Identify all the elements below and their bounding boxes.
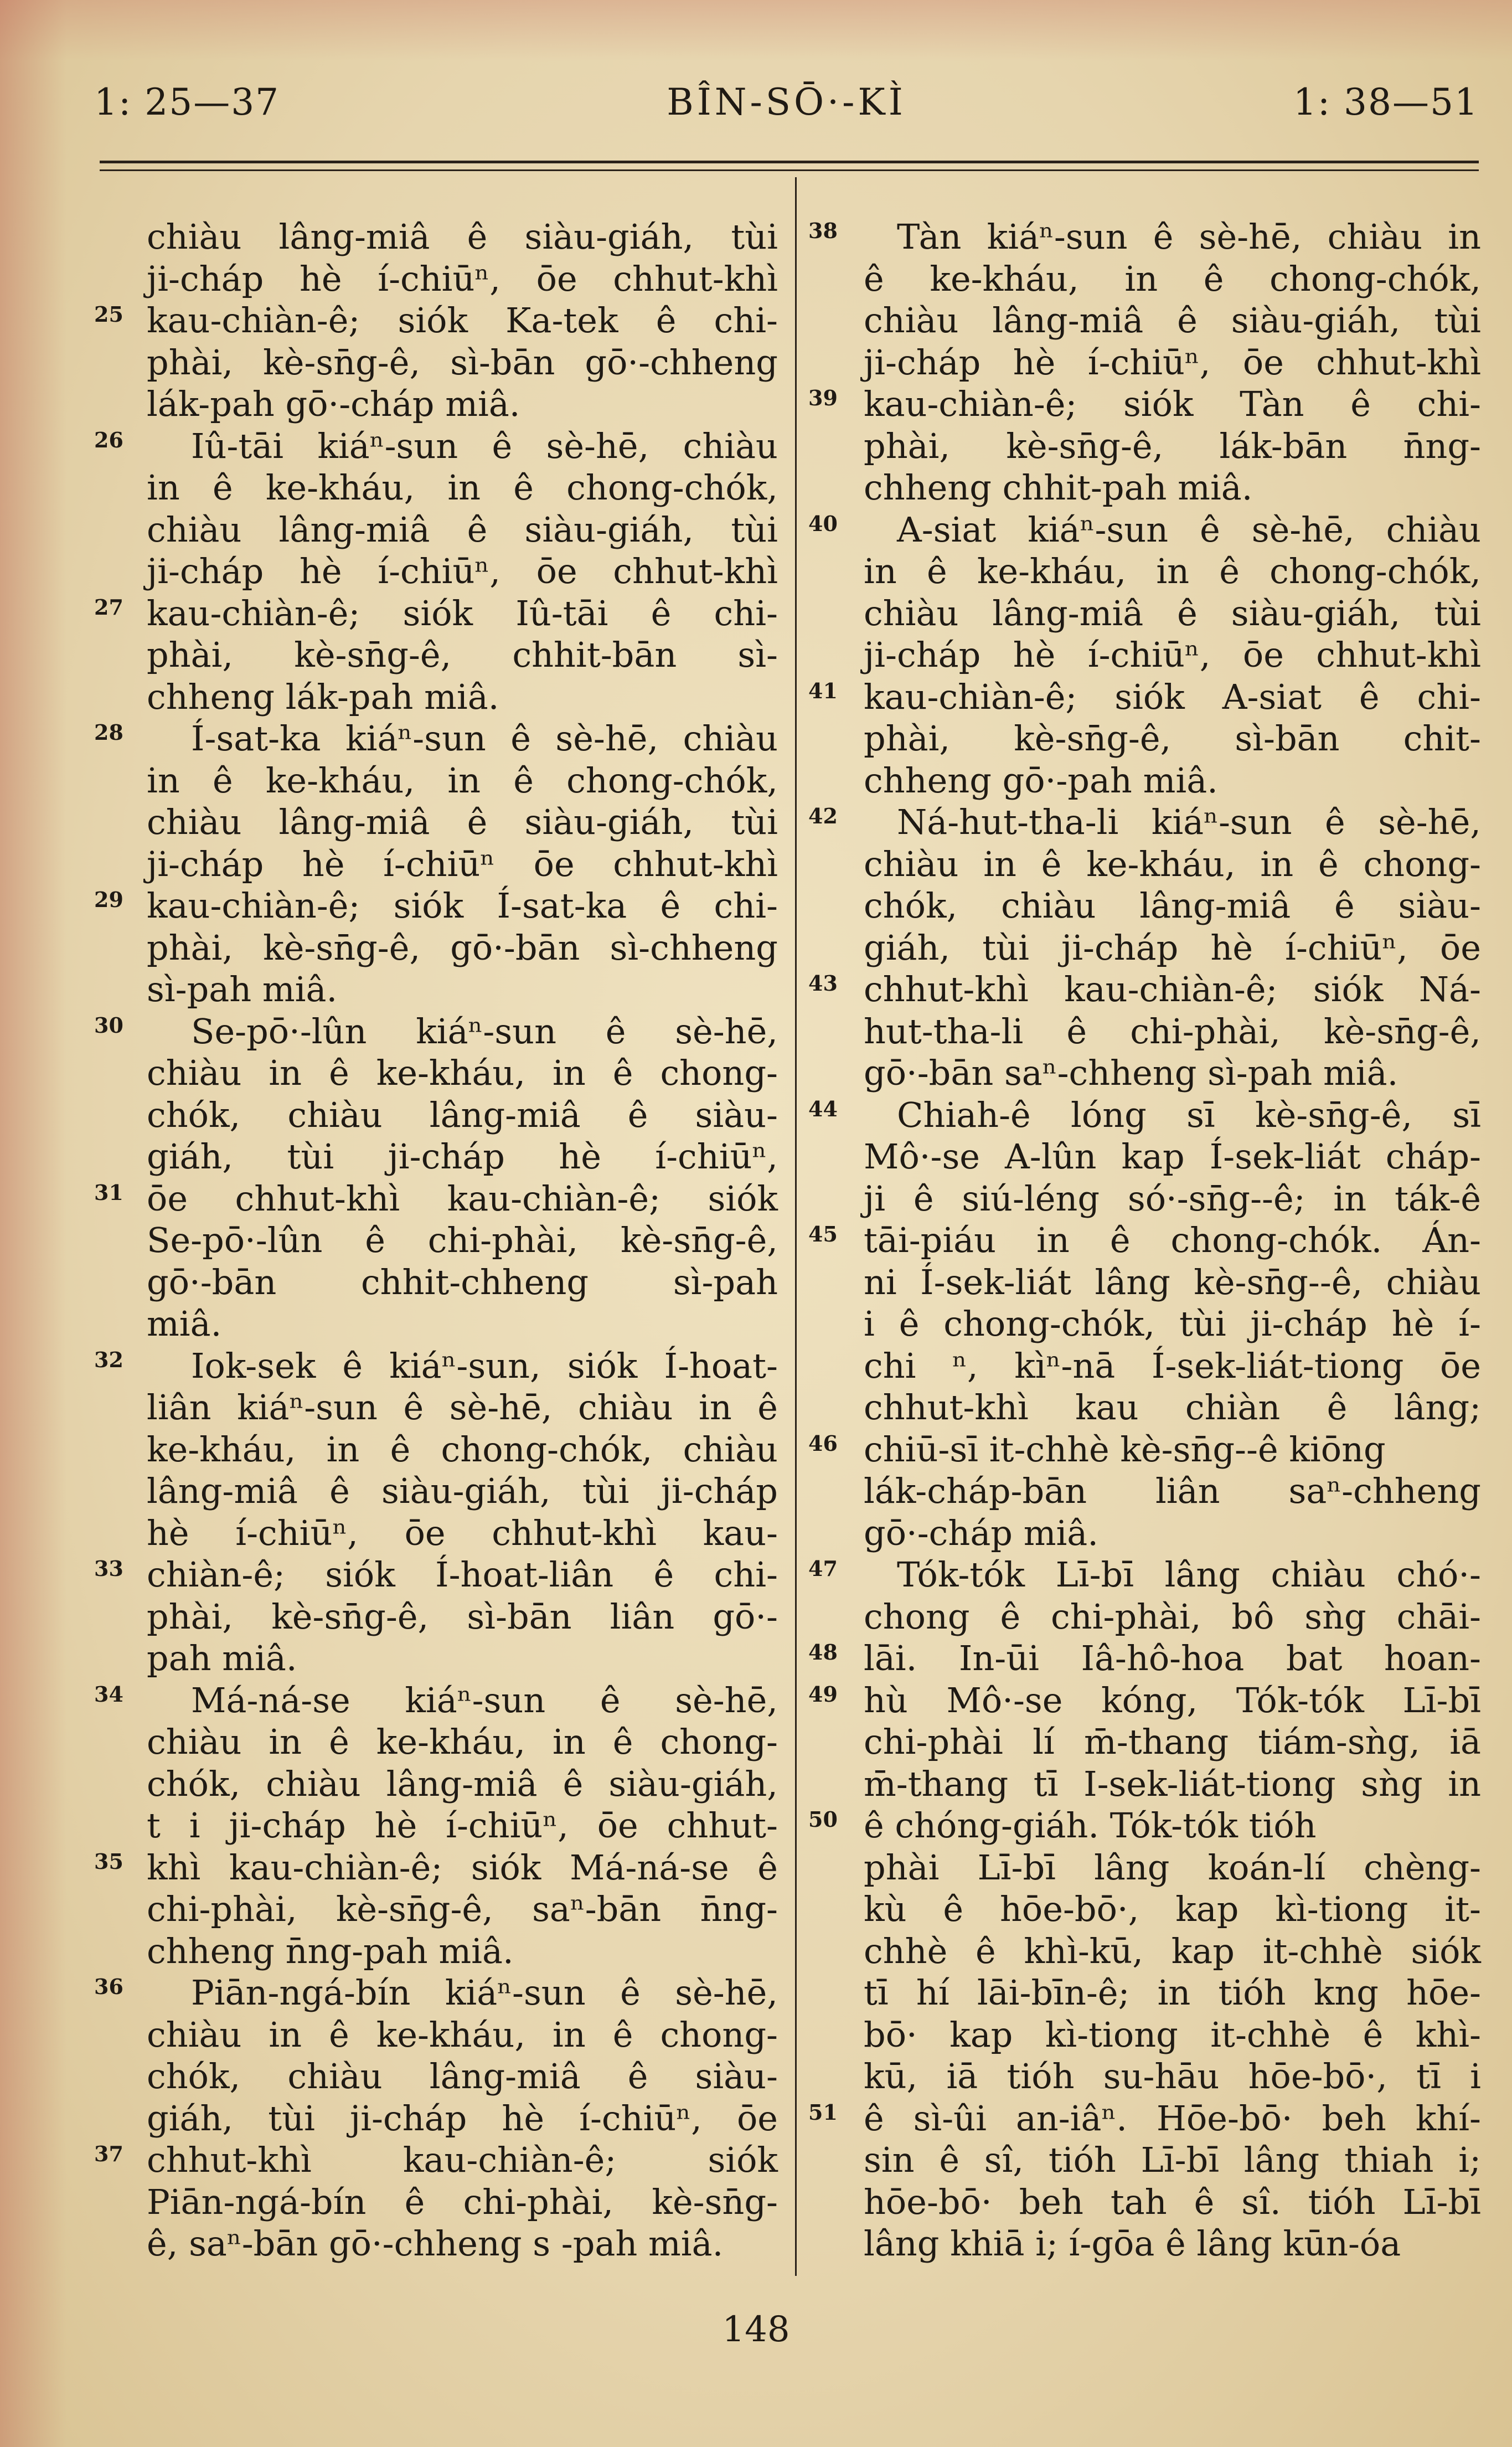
verse-text: lāi. In-ūi Iâ-hô-hoa bat hoan- — [864, 1638, 1481, 1678]
verse-text: kau-chiàn-ê; siók Tàn ê chi- — [864, 384, 1481, 424]
text-line — [808, 676, 1481, 718]
verse-text: Má-ná-se kiáⁿ-sun ê sè-hē, — [191, 1680, 778, 1720]
verse-text: Tàn kiáⁿ-sun ê sè-hē, chiàu in — [897, 217, 1481, 257]
verse-text: gō·-cháp miâ. — [864, 1512, 1098, 1553]
verse-text: ji-cháp hè í-chiūⁿ, ōe chhut-khì — [147, 258, 778, 299]
page-edge-stain — [0, 0, 66, 2447]
verse-text: chiū-sī it-chhè kè-sn̄g--ê kiōng — [864, 1429, 1386, 1470]
verse-text: gō·-bān saⁿ-chheng sì-pah miâ. — [864, 1053, 1399, 1093]
verse-text: lák-pah gō·-cháp miâ. — [147, 384, 520, 424]
verse-text: chheng gō·-pah miâ. — [864, 760, 1218, 801]
verse-number: 36 — [94, 1974, 123, 1999]
text-line — [808, 1680, 1481, 1722]
verse-number: 29 — [94, 887, 123, 912]
text-line — [808, 1847, 1481, 1889]
text-line — [808, 1345, 1481, 1387]
verse-number: 37 — [94, 2141, 123, 2166]
text-line — [808, 927, 1481, 969]
verse-text: chhè ê khì-kū, kap it-chhè siók — [864, 1930, 1481, 1971]
text-line — [808, 2014, 1481, 2056]
text-line — [94, 258, 778, 300]
text-line — [94, 760, 778, 802]
verse-number: 40 — [808, 511, 838, 536]
verse-text: kau-chiàn-ê; siók Í-sat-ka ê chi- — [147, 885, 778, 926]
verse-text: Í-sat-ka kiáⁿ-sun ê sè-hē, chiàu — [191, 718, 778, 759]
verse-text: bō· kap kì-tiong it-chhè ê khì- — [864, 2014, 1481, 2055]
verse-text: A-siat kiáⁿ-sun ê sè-hē, chiàu — [897, 509, 1481, 550]
text-line — [94, 1512, 778, 1554]
verse-number: 46 — [808, 1430, 838, 1456]
text-line — [94, 1345, 778, 1387]
text-line — [808, 2139, 1481, 2181]
verse-number: 45 — [808, 1222, 838, 1246]
verse-number: 43 — [808, 971, 838, 996]
text-line — [808, 1972, 1481, 2014]
verse-text: sì-pah miâ. — [147, 969, 338, 1009]
text-line — [94, 1303, 778, 1345]
verse-text: pah miâ. — [147, 1638, 297, 1678]
verse-text: phài, kè-sn̄g-ê, gō·-bān sì-chheng — [147, 927, 778, 968]
text-line — [94, 1930, 778, 1972]
verse-number: 50 — [808, 1807, 838, 1832]
text-line — [808, 509, 1481, 551]
verse-text: giáh, tùi ji-cháp hè í-chiūⁿ, ōe — [864, 927, 1481, 968]
verse-text: chiàu lâng-miâ ê siàu-giáh, tùi — [147, 802, 778, 842]
verse-text: Piān-ngá-bín kiáⁿ-sun ê sè-hē, — [191, 1972, 778, 2013]
verse-text: phài, kè-sn̄g-ê, sì-bān liân gō·- — [147, 1596, 778, 1637]
text-line — [94, 843, 778, 885]
text-line — [94, 1847, 778, 1889]
text-line — [808, 1805, 1481, 1847]
verse-text: ke-kháu, in ê chong-chók, chiàu — [147, 1429, 778, 1470]
verse-text: chheng lák-pah miâ. — [147, 676, 499, 717]
page-number: 148 — [722, 2309, 790, 2350]
text-line — [94, 1470, 778, 1512]
text-line — [94, 1136, 778, 1178]
verse-number: 25 — [94, 302, 123, 327]
verse-text: chiàu in ê ke-kháu, in ê chong- — [864, 843, 1481, 884]
verse-text: in ê ke-kháu, in ê chong-chók, — [864, 551, 1481, 591]
verse-text: khì kau-chiàn-ê; siók Má-ná-se ê — [147, 1847, 778, 1888]
verse-text: chiàn-ê; siók Í-hoat-liân ê chi- — [147, 1554, 778, 1595]
text-line — [808, 1011, 1481, 1053]
verse-text: giáh, tùi ji-cháp hè í-chiūⁿ, ōe — [147, 2098, 778, 2139]
text-line — [808, 1637, 1481, 1680]
text-line — [808, 593, 1481, 635]
text-line — [94, 676, 778, 718]
text-line — [94, 718, 778, 760]
verse-text: ji-cháp hè í-chiūⁿ, ōe chhut-khì — [147, 551, 778, 591]
verse-text: giáh, tùi ji-cháp hè í-chiūⁿ, — [147, 1136, 778, 1177]
running-header — [94, 78, 1479, 127]
text-line — [94, 1805, 778, 1847]
verse-text: m̄-thang tī I-sek-liát-tiong sǹg in — [864, 1763, 1481, 1804]
text-line — [94, 509, 778, 551]
verse-number: 38 — [808, 218, 838, 243]
verse-number: 32 — [94, 1347, 123, 1372]
header-right-reference: 1: 38—51 — [1293, 81, 1479, 123]
text-line — [94, 467, 778, 509]
verse-text: chiàu in ê ke-kháu, in ê chong- — [147, 1722, 778, 1762]
verse-text: chiàu lâng-miâ ê siàu-giáh, tùi — [864, 300, 1481, 341]
text-line — [808, 634, 1481, 676]
text-line — [808, 969, 1481, 1011]
text-line — [94, 300, 778, 342]
text-line — [808, 1387, 1481, 1429]
verse-number: 33 — [94, 1556, 123, 1581]
verse-text: phài, kè-sn̄g-ê, sì-bān gō·-chheng — [147, 342, 778, 383]
text-line — [94, 1596, 778, 1638]
verse-text: hōe-bō· beh tah ê sî. tióh Lī-bī — [864, 2181, 1481, 2222]
verse-text: chheng chhit-pah miâ. — [864, 467, 1253, 508]
text-line — [808, 1554, 1481, 1596]
text-line — [808, 1721, 1481, 1763]
text-line — [808, 1763, 1481, 1805]
verse-text: ê sì-ûi an-iâⁿ. Hōe-bō· beh khí- — [864, 2098, 1481, 2139]
verse-text: Chiah-ê lóng sī kè-sn̄g-ê, sī — [897, 1094, 1481, 1135]
text-line — [808, 342, 1481, 384]
text-line — [94, 969, 778, 1011]
verse-text: chiàu lâng-miâ ê siàu-giáh, tùi — [147, 217, 778, 257]
verse-text: chiàu lâng-miâ ê siàu-giáh, tùi — [147, 509, 778, 550]
text-line — [808, 383, 1481, 425]
verse-text: Mô·-se A-lûn kap Í-sek-liát cháp- — [864, 1136, 1481, 1177]
text-line — [94, 885, 778, 927]
verse-text: ê chóng-giáh. Tók-tók tióh — [864, 1805, 1317, 1846]
text-line — [808, 1512, 1481, 1554]
verse-text: hù Mô·-se kóng, Tók-tók Lī-bī — [864, 1680, 1481, 1720]
text-line — [808, 1303, 1481, 1345]
verse-text: Se-pō·-lûn kiáⁿ-sun ê sè-hē, — [191, 1011, 778, 1052]
verse-number: 48 — [808, 1640, 838, 1665]
text-line — [94, 1387, 778, 1429]
verse-text: Iû-tāi kiáⁿ-sun ê sè-hē, chiàu — [191, 425, 778, 466]
text-line — [94, 1637, 778, 1680]
text-line — [94, 425, 778, 467]
text-line — [94, 1178, 778, 1220]
text-line — [94, 1680, 778, 1722]
verse-text: ji-cháp hè í-chiūⁿ ōe chhut-khì — [147, 843, 778, 884]
verse-text: chók, chiàu lâng-miâ ê siàu- — [147, 1094, 778, 1135]
verse-text: phài, kè-sn̄g-ê, chhit-bān sì- — [147, 635, 778, 675]
text-line — [94, 2223, 778, 2265]
verse-text: chi-phài lí m̄-thang tiám-sǹg, iā — [864, 1722, 1481, 1762]
text-line — [808, 1470, 1481, 1512]
verse-number: 35 — [94, 1848, 123, 1874]
left-column — [94, 216, 778, 2265]
verse-text: chi ⁿ, kìⁿ-nā Í-sek-liát-tiong ōe — [864, 1345, 1481, 1386]
verse-text: chong ê chi-phài, bô sǹg chāi- — [864, 1596, 1481, 1637]
verse-number: 49 — [808, 1681, 838, 1707]
verse-number: 41 — [808, 678, 838, 703]
text-line — [808, 467, 1481, 509]
verse-number: 27 — [94, 594, 123, 620]
verse-text: chiàu in ê ke-kháu, in ê chong- — [147, 2014, 778, 2055]
right-column — [808, 216, 1481, 2265]
header-rule-thin — [100, 169, 1479, 171]
verse-text: in ê ke-kháu, in ê chong-chók, — [147, 467, 778, 508]
verse-number: 26 — [94, 427, 123, 452]
text-line — [94, 550, 778, 593]
text-line — [94, 1721, 778, 1763]
verse-text: hè í-chiūⁿ, ōe chhut-khì kau- — [147, 1512, 778, 1553]
page-top-stain — [0, 0, 1512, 61]
verse-number: 34 — [94, 1681, 123, 1707]
text-line — [808, 843, 1481, 885]
text-line — [94, 1763, 778, 1805]
verse-text: phài, kè-sn̄g-ê, lák-bān n̄ng- — [864, 425, 1481, 466]
book-title: BÎN-SŌ·-KÌ — [667, 81, 906, 123]
verse-text: i ê chong-chók, tùi ji-cháp hè í- — [864, 1304, 1481, 1344]
verse-number: 39 — [808, 385, 838, 410]
text-line — [94, 1052, 778, 1094]
verse-text: Iok-sek ê kiáⁿ-sun, siók Í-hoat- — [191, 1345, 778, 1386]
text-line — [808, 2098, 1481, 2140]
text-line — [808, 1261, 1481, 1304]
verse-text: ê ke-kháu, in ê chong-chók, — [864, 258, 1481, 299]
verse-text: phài, kè-sn̄g-ê, sì-bān chit- — [864, 718, 1481, 759]
verse-text: hut-tha-li ê chi-phài, kè-sn̄g-ê, — [864, 1011, 1481, 1052]
verse-text: phài Lī-bī lâng koán-lí chèng- — [864, 1847, 1481, 1888]
text-line — [94, 2181, 778, 2223]
text-line — [94, 2056, 778, 2098]
text-line — [808, 300, 1481, 342]
text-line — [808, 2056, 1481, 2098]
text-line — [808, 2181, 1481, 2223]
column-divider — [795, 177, 797, 2276]
text-line — [94, 1429, 778, 1471]
verse-text: ji-cháp hè í-chiūⁿ, ōe chhut-khì — [864, 635, 1481, 675]
verse-text: chiàu lâng-miâ ê siàu-giáh, tùi — [864, 593, 1481, 633]
text-line — [94, 801, 778, 843]
verse-text: lâng khiā i; í-gōa ê lâng kūn-óa — [864, 2223, 1401, 2264]
text-line — [808, 885, 1481, 927]
verse-text: tāi-piáu in ê chong-chók. Án- — [864, 1220, 1481, 1260]
verse-text: kù ê hōe-bō·, kap kì-tiong it- — [864, 1889, 1481, 1929]
verse-text: t i ji-cháp hè í-chiūⁿ, ōe chhut- — [147, 1805, 778, 1846]
verse-text: miâ. — [147, 1304, 222, 1344]
verse-text: tī hí lāi-bīn-ê; in tióh kng hōe- — [864, 1972, 1481, 2013]
verse-text: chók, chiàu lâng-miâ ê siàu- — [864, 885, 1481, 926]
verse-text: ji-cháp hè í-chiūⁿ, ōe chhut-khì — [864, 342, 1481, 383]
text-line — [808, 760, 1481, 802]
text-line — [94, 634, 778, 676]
text-line — [808, 2223, 1481, 2265]
verse-number: 44 — [808, 1096, 838, 1121]
verse-text: ji ê siú-léng só·-sn̄g--ê; in ták-ê — [864, 1178, 1481, 1219]
text-line — [808, 1930, 1481, 1972]
verse-number: 28 — [94, 720, 123, 745]
text-line — [808, 1219, 1481, 1261]
verse-text: Piān-ngá-bín ê chi-phài, kè-sn̄g- — [147, 2181, 778, 2222]
verse-text: gō·-bān chhit-chheng sì-pah — [147, 1261, 778, 1302]
text-line — [94, 593, 778, 635]
text-line — [808, 718, 1481, 760]
text-line — [808, 1888, 1481, 1930]
verse-text: kau-chiàn-ê; siók Iû-tāi ê chi- — [147, 593, 778, 633]
text-line — [808, 425, 1481, 467]
text-line — [94, 1219, 778, 1261]
verse-text: chók, chiàu lâng-miâ ê siàu-giáh, — [147, 1763, 778, 1804]
verse-text: lák-cháp-bān liân saⁿ-chheng — [864, 1471, 1481, 1511]
header-rule-thick — [100, 161, 1479, 163]
verse-number: 51 — [808, 2099, 838, 2125]
text-line — [94, 2098, 778, 2140]
text-line — [808, 216, 1481, 258]
text-line — [808, 1429, 1481, 1471]
text-line — [94, 216, 778, 258]
verse-text: chheng n̄ng-pah miâ. — [147, 1930, 514, 1971]
text-line — [94, 927, 778, 969]
text-line — [808, 801, 1481, 843]
text-line — [808, 1052, 1481, 1094]
verse-text: chhut-khì kau-chiàn-ê; siók Ná- — [864, 969, 1481, 1009]
text-line — [94, 1094, 778, 1136]
text-line — [94, 1972, 778, 2014]
verse-text: chhut-khì kau-chiàn-ê; siók — [147, 2140, 778, 2180]
verse-text: kau-chiàn-ê; siók Ka-tek ê chi- — [147, 300, 778, 341]
verse-text: kū, iā tióh su-hāu hōe-bō·, tī i — [864, 2056, 1481, 2096]
text-line — [94, 383, 778, 425]
verse-text: in ê ke-kháu, in ê chong-chók, — [147, 760, 778, 801]
verse-text: chiàu in ê ke-kháu, in ê chong- — [147, 1053, 778, 1093]
verse-number: 42 — [808, 803, 838, 828]
verse-text: kau-chiàn-ê; siók A-siat ê chi- — [864, 676, 1481, 717]
verse-text: Se-pō·-lûn ê chi-phài, kè-sn̄g-ê, — [147, 1220, 778, 1260]
text-line — [808, 1136, 1481, 1178]
verse-text: ê, saⁿ-bān gō·-chheng s -pah miâ. — [147, 2223, 724, 2264]
text-line — [94, 1011, 778, 1053]
verse-text: chók, chiàu lâng-miâ ê siàu- — [147, 2056, 778, 2096]
text-line — [808, 550, 1481, 593]
text-line — [808, 1596, 1481, 1638]
verse-text: Tók-tók Lī-bī lâng chiàu chó·- — [897, 1554, 1481, 1595]
header-left-reference: 1: 25—37 — [94, 81, 280, 123]
text-line — [808, 1178, 1481, 1220]
verse-number: 31 — [94, 1179, 123, 1205]
text-line — [94, 342, 778, 384]
text-line — [94, 2014, 778, 2056]
verse-text: ōe chhut-khì kau-chiàn-ê; siók — [147, 1178, 778, 1219]
text-line — [94, 2139, 778, 2181]
text-line — [94, 1261, 778, 1304]
text-line — [808, 258, 1481, 300]
verse-number: 30 — [94, 1012, 123, 1038]
verse-text: lâng-miâ ê siàu-giáh, tùi ji-cháp — [147, 1471, 778, 1511]
verse-text: chhut-khì kau chiàn ê lâng; — [864, 1387, 1481, 1428]
text-line — [808, 1094, 1481, 1136]
verse-text: liân kiáⁿ-sun ê sè-hē, chiàu in ê — [147, 1387, 778, 1428]
verse-text: ni Í-sek-liát lâng kè-sn̄g--ê, chiàu — [864, 1261, 1481, 1302]
text-line — [94, 1888, 778, 1930]
verse-number: 47 — [808, 1556, 838, 1581]
verse-text: sin ê sî, tióh Lī-bī lâng thiah i; — [864, 2140, 1481, 2180]
verse-text: Ná-hut-tha-li kiáⁿ-sun ê sè-hē, — [897, 802, 1481, 842]
verse-text: chi-phài, kè-sn̄g-ê, saⁿ-bān n̄ng- — [147, 1889, 778, 1929]
text-line — [94, 1554, 778, 1596]
